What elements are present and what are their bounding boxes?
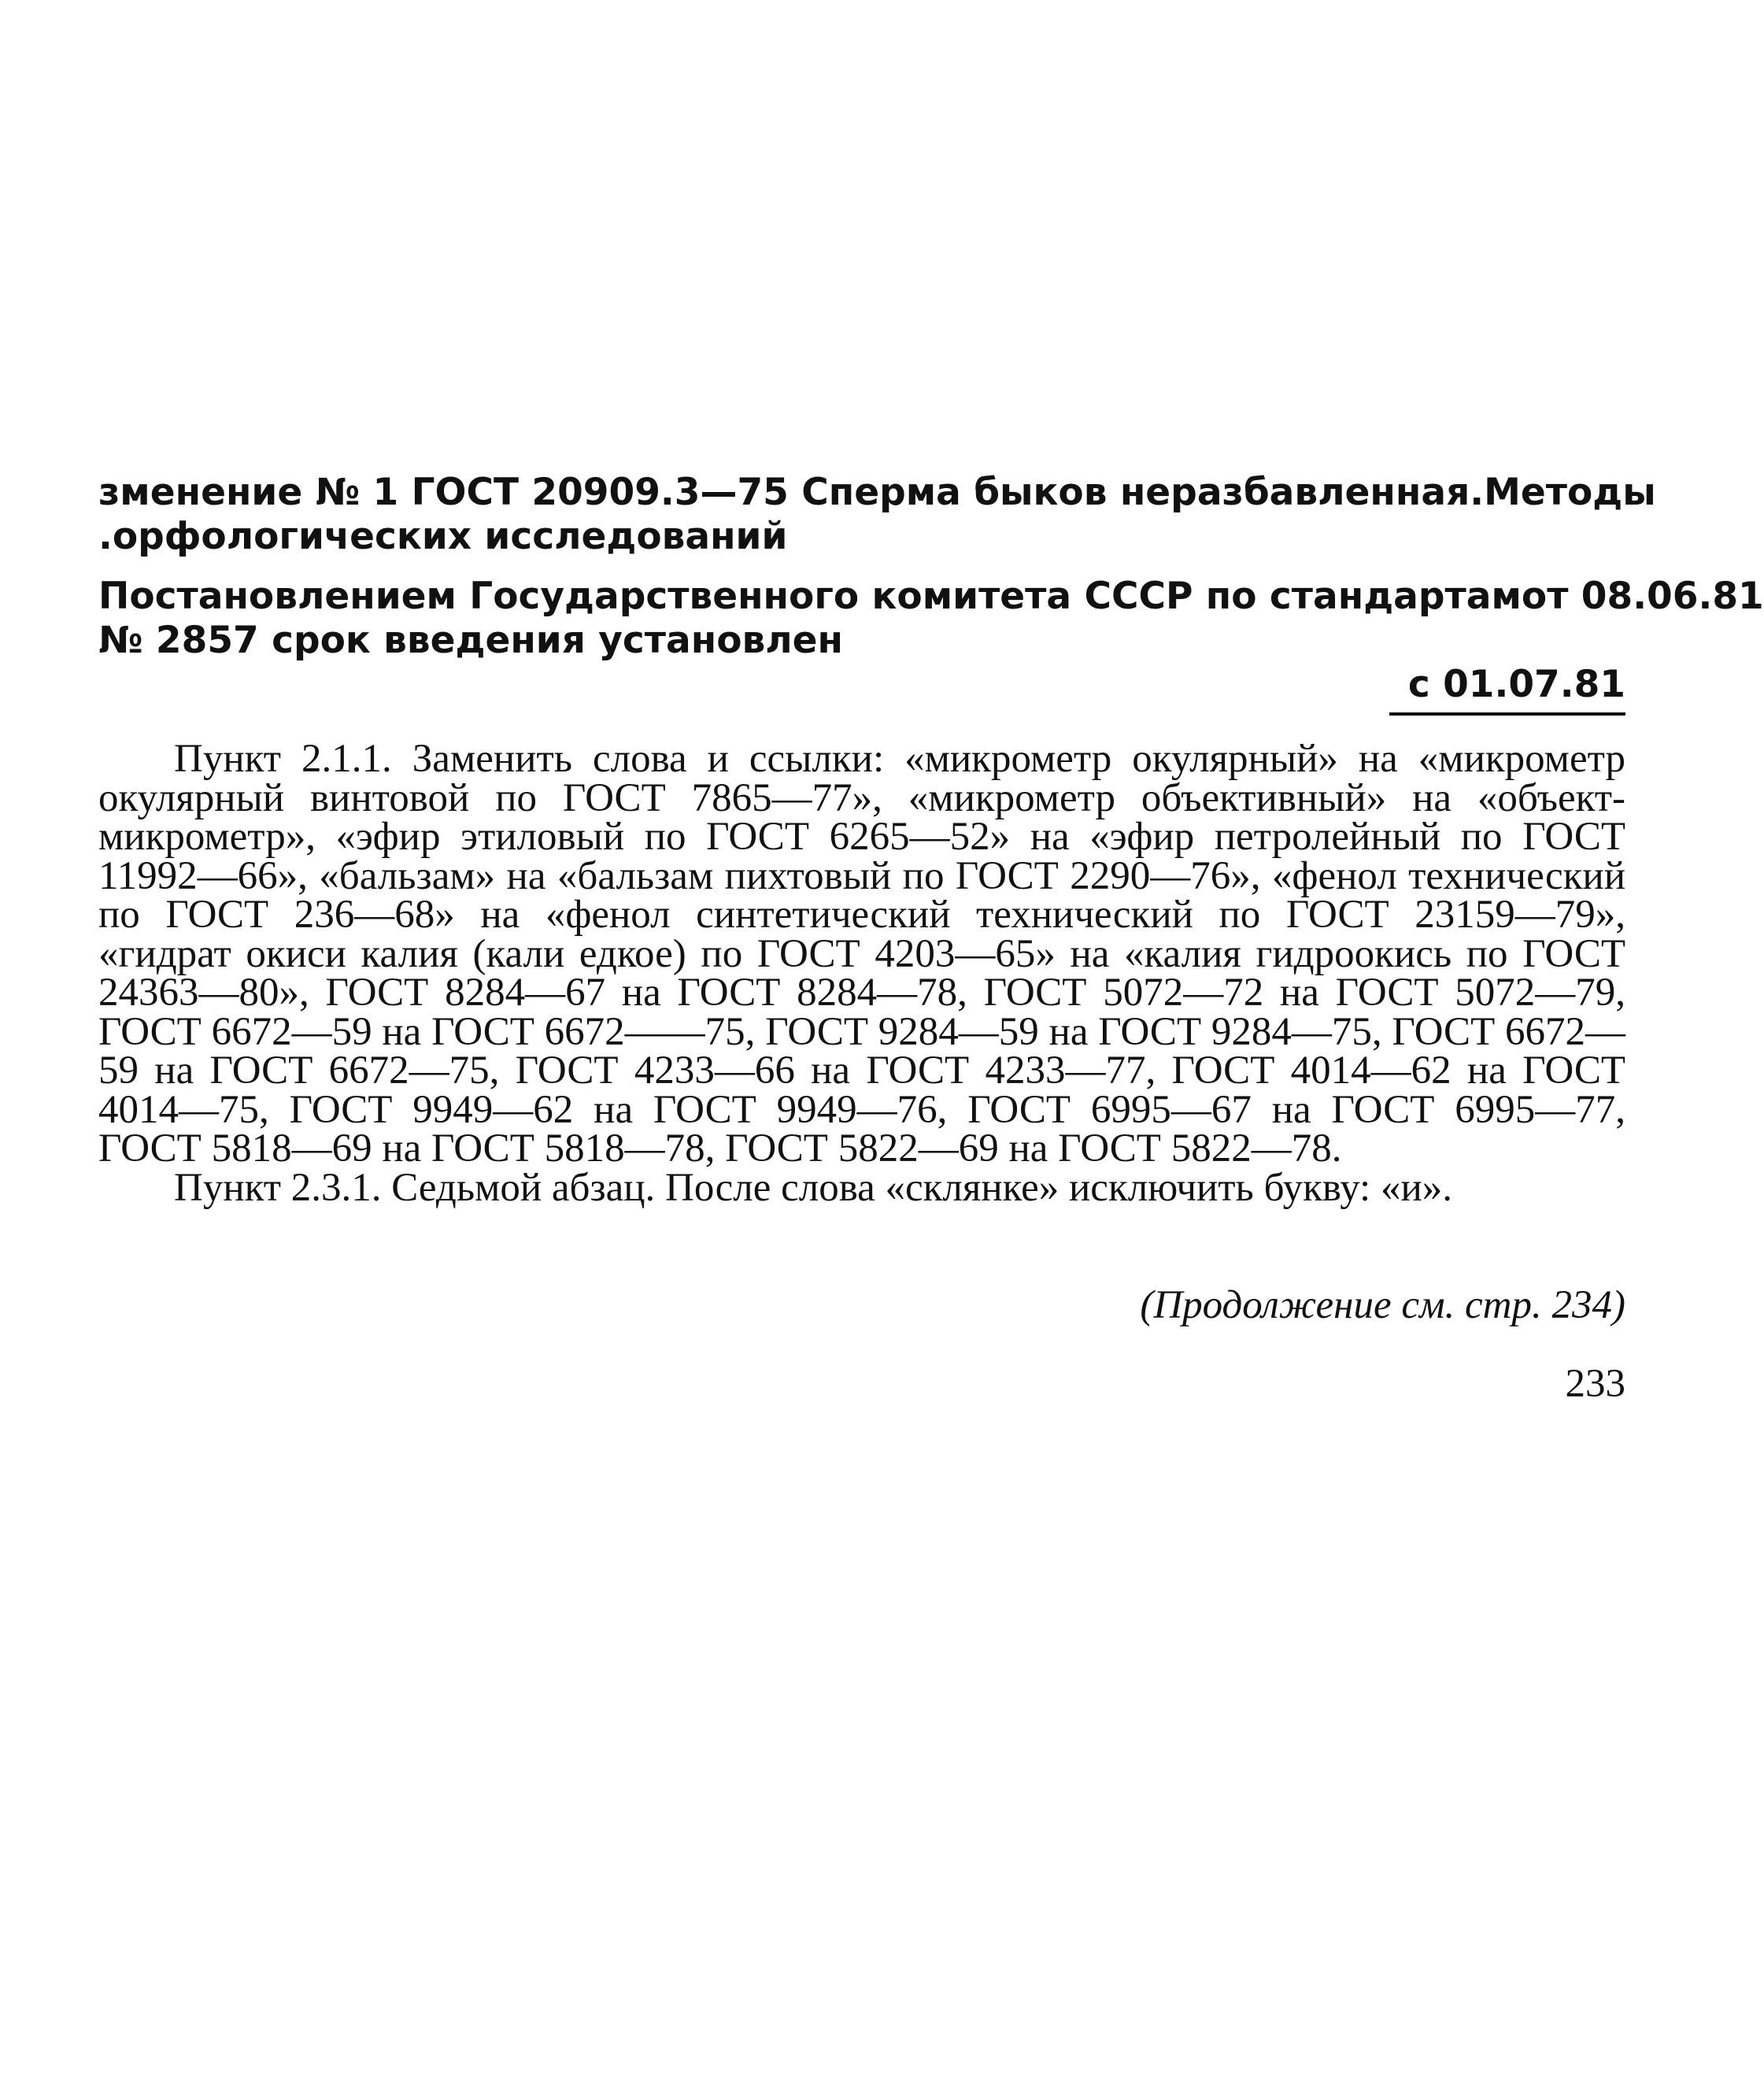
decree-statement bbox=[98, 575, 1764, 663]
title-line-2: .орфологических исследований bbox=[98, 515, 788, 558]
amendment-body bbox=[98, 737, 1625, 1210]
amendment-title bbox=[98, 471, 1656, 559]
title-line-1-left: зменение № 1 ГОСТ 20909.3—75 Сперма быков неразбавленная. bbox=[98, 471, 1485, 514]
title-line-1-right: Методы bbox=[1484, 471, 1656, 514]
title-line-1 bbox=[98, 471, 1656, 515]
effective-date: с 01.07.81 bbox=[1407, 663, 1625, 706]
effective-date-underline bbox=[1389, 712, 1625, 716]
decree-line-2: № 2857 срок введения установлен bbox=[98, 619, 844, 662]
decree-line-1-left: Постановлением Государственного комитета СССР по стандартам bbox=[98, 575, 1522, 618]
decree-line-1-right: от 08.06.81 bbox=[1521, 575, 1764, 618]
paragraph-clause-2-1-1: Пункт 2.1.1. Заменить слова и ссылки: «микрометр окулярный» на «микрометр окулярный винтовой по ГОСТ 7865—77», «микрометр объективный» на «объект-микрометр», «эфир этиловый по ГОСТ 6265—52» на «эфир петролейный по ГОСТ 11992—66», «бальзам» на «бальзам пихтовый по ГОСТ 2290—76», «фенол технический по ГОСТ 236—68» на «фенол синтетический технический по ГОСТ 23159—79», «гидрат окиси калия (кали едкое) по ГОСТ 4203—65» на «калия гидроокись по ГОСТ 24363—80», ГОСТ 8284—67 на ГОСТ 8284—78, ГОСТ 5072—72 на ГОСТ 5072—79, ГОСТ 6672—59 на ГОСТ 6672——75, ГОСТ 9284—59 на ГОСТ 9284—75, ГОСТ 6672—59 на ГОСТ 6672—75, ГОСТ 4233—66 на ГОСТ 4233—77, ГОСТ 4014—62 на ГОСТ 4014—75, ГОСТ 9949—62 на ГОСТ 9949—76, ГОСТ 6995—67 на ГОСТ 6995—77, ГОСТ 5818—69 на ГОСТ 5818—78, ГОСТ 5822—69 на ГОСТ 5822—78. bbox=[98, 737, 1625, 1171]
decree-line-1 bbox=[98, 575, 1764, 619]
paragraph-clause-2-3-1: Пункт 2.3.1. Седьмой абзац. После слова «склянке» исключить букву: «и». bbox=[174, 1165, 1452, 1210]
page-number: 233 bbox=[1565, 1362, 1625, 1406]
continuation-note: (Продолжение см. стр. 234) bbox=[1140, 1283, 1625, 1327]
